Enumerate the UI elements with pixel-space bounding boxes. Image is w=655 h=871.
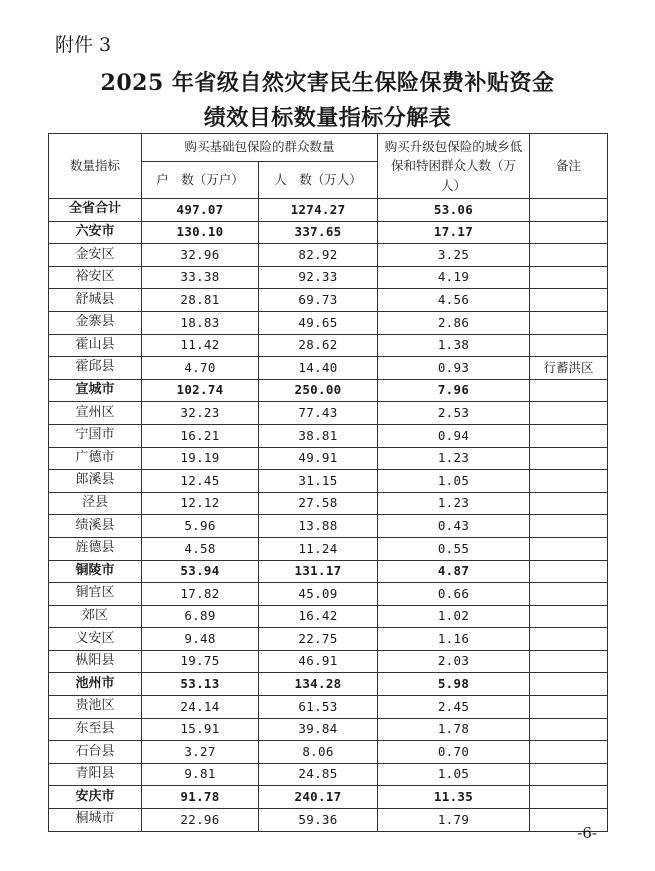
persons-cell: 16.42 (259, 605, 378, 628)
persons-cell: 77.43 (259, 402, 378, 425)
upgrade-persons-cell: 1.02 (378, 605, 530, 628)
table-row (49, 470, 608, 493)
region-name-cell: 郊区 (49, 605, 142, 628)
households-cell: 4.58 (142, 537, 259, 560)
table-body (49, 199, 608, 832)
table-row (49, 447, 608, 470)
households-cell: 53.94 (142, 560, 259, 583)
persons-cell: 45.09 (259, 583, 378, 606)
upgrade-persons-cell: 1.23 (378, 492, 530, 515)
table-row (49, 809, 608, 832)
persons-cell: 46.91 (259, 650, 378, 673)
upgrade-persons-cell: 17.17 (378, 221, 530, 244)
table-row (49, 515, 608, 538)
region-name-cell: 石台县 (49, 741, 142, 764)
upgrade-persons-cell: 0.93 (378, 357, 530, 380)
remarks-cell (530, 786, 608, 809)
region-name-cell: 金寨县 (49, 311, 142, 334)
upgrade-persons-cell: 0.66 (378, 583, 530, 606)
attachment-label: 附件 3 (55, 34, 112, 56)
remarks-cell (530, 334, 608, 357)
upgrade-persons-cell: 1.23 (378, 447, 530, 470)
upgrade-persons-cell: 2.45 (378, 696, 530, 719)
remarks-cell (530, 515, 608, 538)
document-title-line1: 2025 年省级自然灾害民生保险保费补贴资金 (100, 70, 555, 96)
table-row (49, 402, 608, 425)
region-name-cell: 绩溪县 (49, 515, 142, 538)
upgrade-persons-cell: 0.43 (378, 515, 530, 538)
table-row (49, 628, 608, 651)
persons-cell: 13.88 (259, 515, 378, 538)
upgrade-persons-cell: 2.03 (378, 650, 530, 673)
table-row (49, 244, 608, 267)
upgrade-persons-cell: 0.94 (378, 424, 530, 447)
region-name-cell: 全省合计 (49, 199, 142, 222)
remarks-cell (530, 492, 608, 515)
persons-cell: 1274.27 (259, 199, 378, 222)
indicator-table (48, 133, 608, 832)
households-cell: 18.83 (142, 311, 259, 334)
region-name-cell: 宁国市 (49, 424, 142, 447)
persons-cell: 69.73 (259, 289, 378, 312)
region-name-cell: 东至县 (49, 718, 142, 741)
persons-cell: 82.92 (259, 244, 378, 267)
remarks-cell (530, 763, 608, 786)
header-basic-group: 购买基础包保险的群众数量 (142, 134, 378, 162)
households-cell: 33.38 (142, 266, 259, 289)
households-cell: 16.21 (142, 424, 259, 447)
region-name-cell: 霍山县 (49, 334, 142, 357)
header-indicator: 数量指标 (49, 134, 142, 199)
households-cell: 11.42 (142, 334, 259, 357)
persons-cell: 250.00 (259, 379, 378, 402)
region-name-cell: 舒城县 (49, 289, 142, 312)
upgrade-persons-cell: 1.16 (378, 628, 530, 651)
table-row (49, 673, 608, 696)
persons-cell: 28.62 (259, 334, 378, 357)
persons-cell: 27.58 (259, 492, 378, 515)
remarks-cell (530, 289, 608, 312)
upgrade-persons-cell: 7.96 (378, 379, 530, 402)
persons-cell: 11.24 (259, 537, 378, 560)
households-cell: 497.07 (142, 199, 259, 222)
upgrade-persons-cell: 5.98 (378, 673, 530, 696)
table-row (49, 560, 608, 583)
households-cell: 102.74 (142, 379, 259, 402)
upgrade-persons-cell: 2.86 (378, 311, 530, 334)
table-row (49, 289, 608, 312)
region-name-cell: 池州市 (49, 673, 142, 696)
persons-cell: 14.40 (259, 357, 378, 380)
households-cell: 6.89 (142, 605, 259, 628)
upgrade-persons-cell: 53.06 (378, 199, 530, 222)
remarks-cell (530, 650, 608, 673)
upgrade-persons-cell: 1.38 (378, 334, 530, 357)
document-title-line2: 绩效目标数量指标分解表 (203, 105, 452, 131)
persons-cell: 49.91 (259, 447, 378, 470)
table-row (49, 650, 608, 673)
table-row (49, 492, 608, 515)
remarks-cell (530, 696, 608, 719)
upgrade-persons-cell: 2.53 (378, 402, 530, 425)
households-cell: 3.27 (142, 741, 259, 764)
persons-cell: 22.75 (259, 628, 378, 651)
header-remarks: 备注 (530, 134, 608, 199)
upgrade-persons-cell: 1.78 (378, 718, 530, 741)
households-cell: 4.70 (142, 357, 259, 380)
upgrade-persons-cell: 11.35 (378, 786, 530, 809)
table-row (49, 741, 608, 764)
households-cell: 91.78 (142, 786, 259, 809)
table-row (49, 786, 608, 809)
region-name-cell: 裕安区 (49, 266, 142, 289)
table-row (49, 696, 608, 719)
remarks-cell (530, 628, 608, 651)
remarks-cell (530, 266, 608, 289)
households-cell: 15.91 (142, 718, 259, 741)
upgrade-persons-cell: 1.79 (378, 809, 530, 832)
persons-cell: 337.65 (259, 221, 378, 244)
table-row (49, 357, 608, 380)
remarks-cell (530, 605, 608, 628)
table-row (49, 424, 608, 447)
persons-cell: 8.06 (259, 741, 378, 764)
households-cell: 17.82 (142, 583, 259, 606)
remarks-cell (530, 718, 608, 741)
table-row (49, 763, 608, 786)
remarks-cell (530, 402, 608, 425)
table-row (49, 537, 608, 560)
upgrade-persons-cell: 4.56 (378, 289, 530, 312)
region-name-cell: 郎溪县 (49, 470, 142, 493)
page-number: -6- (577, 824, 597, 842)
region-name-cell: 枞阳县 (49, 650, 142, 673)
upgrade-persons-cell: 4.87 (378, 560, 530, 583)
households-cell: 5.96 (142, 515, 259, 538)
region-name-cell: 旌德县 (49, 537, 142, 560)
remarks-cell (530, 447, 608, 470)
remarks-cell (530, 583, 608, 606)
header-upgrade: 购买升级包保险的城乡低保和特困群众人数（万人） (378, 134, 530, 199)
remarks-cell (530, 199, 608, 222)
persons-cell: 134.28 (259, 673, 378, 696)
region-name-cell: 贵池区 (49, 696, 142, 719)
region-name-cell: 霍邱县 (49, 357, 142, 380)
households-cell: 24.14 (142, 696, 259, 719)
households-cell: 9.81 (142, 763, 259, 786)
persons-cell: 240.17 (259, 786, 378, 809)
households-cell: 22.96 (142, 809, 259, 832)
persons-cell: 92.33 (259, 266, 378, 289)
households-cell: 32.96 (142, 244, 259, 267)
persons-cell: 38.81 (259, 424, 378, 447)
region-name-cell: 义安区 (49, 628, 142, 651)
region-name-cell: 宣州区 (49, 402, 142, 425)
region-name-cell: 金安区 (49, 244, 142, 267)
region-name-cell: 宣城市 (49, 379, 142, 402)
households-cell: 32.23 (142, 402, 259, 425)
households-cell: 19.19 (142, 447, 259, 470)
remarks-cell (530, 560, 608, 583)
upgrade-persons-cell: 3.25 (378, 244, 530, 267)
persons-cell: 24.85 (259, 763, 378, 786)
region-name-cell: 安庆市 (49, 786, 142, 809)
remarks-cell (530, 537, 608, 560)
upgrade-persons-cell: 0.55 (378, 537, 530, 560)
households-cell: 28.81 (142, 289, 259, 312)
header-persons: 人 数（万人） (259, 162, 378, 199)
upgrade-persons-cell: 0.70 (378, 741, 530, 764)
remarks-cell (530, 379, 608, 402)
persons-cell: 61.53 (259, 696, 378, 719)
region-name-cell: 青阳县 (49, 763, 142, 786)
table-row (49, 583, 608, 606)
remarks-cell: 行蓄洪区 (530, 357, 608, 380)
remarks-cell (530, 244, 608, 267)
remarks-cell (530, 221, 608, 244)
table-row (49, 334, 608, 357)
households-cell: 53.13 (142, 673, 259, 696)
remarks-cell (530, 673, 608, 696)
table-row (49, 379, 608, 402)
households-cell: 130.10 (142, 221, 259, 244)
header-households: 户 数（万户） (142, 162, 259, 199)
region-name-cell: 广德市 (49, 447, 142, 470)
remarks-cell (530, 741, 608, 764)
table-row (49, 605, 608, 628)
table-row (49, 266, 608, 289)
persons-cell: 59.36 (259, 809, 378, 832)
upgrade-persons-cell: 4.19 (378, 266, 530, 289)
upgrade-persons-cell: 1.05 (378, 470, 530, 493)
table-row (49, 718, 608, 741)
households-cell: 12.12 (142, 492, 259, 515)
region-name-cell: 六安市 (49, 221, 142, 244)
region-name-cell: 铜官区 (49, 583, 142, 606)
table-header (49, 134, 608, 199)
persons-cell: 31.15 (259, 470, 378, 493)
upgrade-persons-cell: 1.05 (378, 763, 530, 786)
persons-cell: 131.17 (259, 560, 378, 583)
households-cell: 19.75 (142, 650, 259, 673)
persons-cell: 49.65 (259, 311, 378, 334)
households-cell: 9.48 (142, 628, 259, 651)
remarks-cell (530, 424, 608, 447)
households-cell: 12.45 (142, 470, 259, 493)
table-row (49, 311, 608, 334)
remarks-cell (530, 470, 608, 493)
region-name-cell: 泾县 (49, 492, 142, 515)
remarks-cell (530, 311, 608, 334)
persons-cell: 39.84 (259, 718, 378, 741)
table-row (49, 199, 608, 222)
region-name-cell: 铜陵市 (49, 560, 142, 583)
table-row (49, 221, 608, 244)
region-name-cell: 桐城市 (49, 809, 142, 832)
